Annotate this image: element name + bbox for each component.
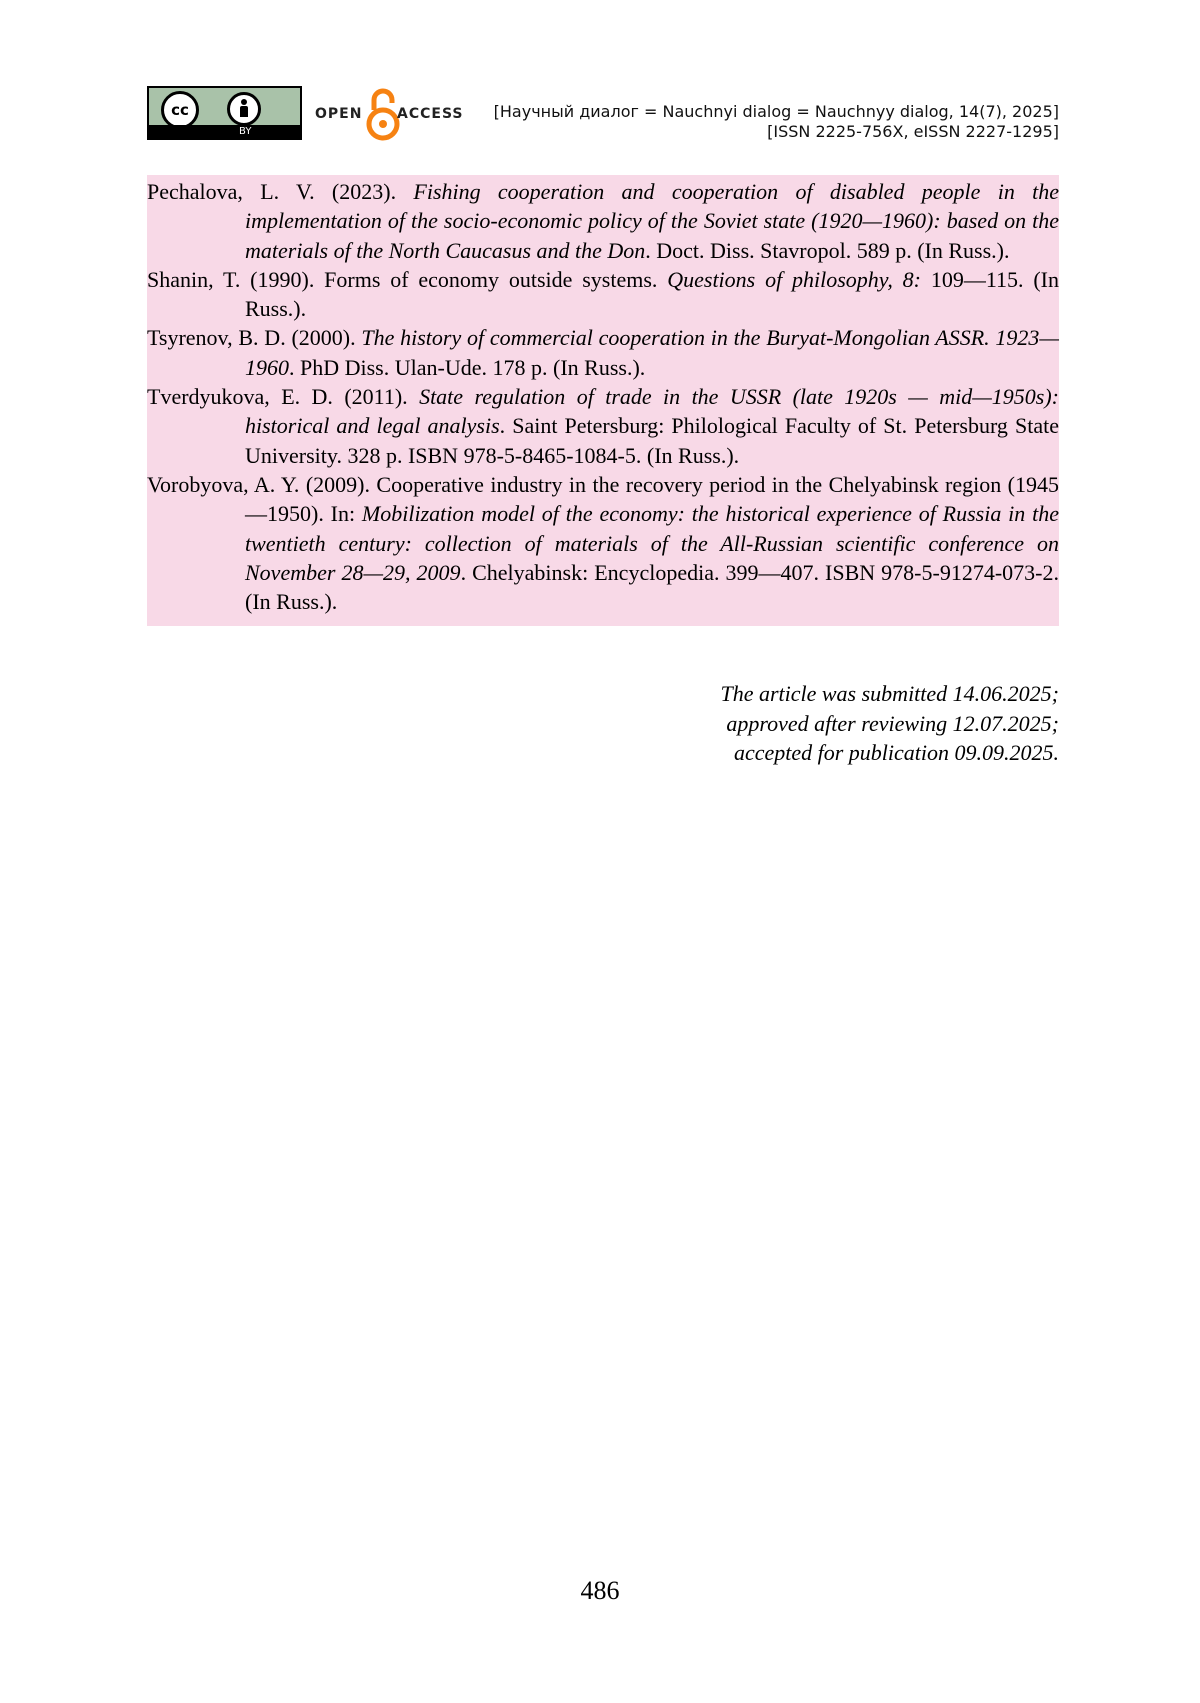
reference-author: Tsyrenov, B. D. (2000). bbox=[147, 325, 362, 351]
license-by-label: BY bbox=[239, 126, 252, 137]
reference-list bbox=[147, 175, 1059, 626]
reference-entry bbox=[147, 470, 1059, 616]
reference-author: Vorobyova, A. Y. (2009). Cooperative industry in the recovery period in the Chelyabinsk region (1945—1950). In: bbox=[147, 471, 1059, 527]
cc-by-license-badge bbox=[147, 86, 302, 140]
journal-issn-line: [ISSN 2225-756X, eISSN 2227-1295] bbox=[767, 122, 1059, 141]
reference-author: Tverdyukova, E. D. (2011). bbox=[147, 384, 420, 410]
reference-title: Fishing cooperation and cooperation of disabled people in the implementation of the socio-economic policy of the Soviet state (1920—1960): based on the materials of the North Caucasus and the Don bbox=[245, 179, 1059, 263]
article-dates bbox=[720, 679, 1059, 768]
reference-title: Mobilization model of the economy: the historical experience of Russia in the twentieth century: collection of materials of the All-Russian scientific conference on November 28—29, 2009 bbox=[245, 501, 1059, 585]
reference-details: 109—115. (In Russ.). bbox=[245, 266, 1059, 322]
cc-icon bbox=[161, 91, 199, 129]
reference-entry bbox=[147, 382, 1059, 470]
open-access-open-text: OPEN bbox=[315, 106, 363, 122]
reference-title: Questions of philosophy, 8: bbox=[667, 266, 921, 292]
journal-citation bbox=[494, 102, 1059, 142]
page-header bbox=[147, 86, 1059, 142]
page-number: 486 bbox=[580, 1576, 620, 1605]
submitted-date: The article was submitted 14.06.2025; bbox=[720, 681, 1059, 706]
open-access-access-text: ACCESS bbox=[397, 106, 464, 122]
reference-details: . Doct. Diss. Stavropol. 589 p. (In Russ.). bbox=[645, 237, 1010, 263]
reference-author: Shanin, T. (1990). Forms of economy outside systems. bbox=[147, 266, 668, 292]
reference-details: . Saint Petersburg: Philological Faculty of St. Petersburg State University. 328 p. ISBN 978-5-8465-1084-5. (In Russ.). bbox=[245, 413, 1059, 468]
reference-title: State regulation of trade in the USSR (late 1920s — mid—1950s): historical and legal analysis bbox=[245, 384, 1059, 439]
accepted-date: accepted for publication 09.09.2025. bbox=[733, 740, 1059, 765]
reference-title: The history of commercial cooperation in the Buryat-Mongolian ASSR. 1923—1960 bbox=[245, 325, 1059, 380]
reference-entry bbox=[147, 323, 1059, 382]
journal-title-line: [Научный диалог = Nauchnyi dialog = Nauchnyy dialog, 14(7), 2025] bbox=[493, 102, 1059, 121]
cc-label: cc bbox=[171, 101, 189, 119]
reference-entry bbox=[147, 177, 1059, 265]
reference-entry bbox=[147, 265, 1059, 324]
approved-date: approved after reviewing 12.07.2025; bbox=[726, 710, 1059, 736]
reference-details: . PhD Diss. Ulan-Ude. 178 p. (In Russ.). bbox=[289, 354, 646, 380]
attribution-person-icon bbox=[227, 92, 261, 126]
reference-details: . Chelyabinsk: Encyclopedia. 399—407. ISBN 978-5-91274-073-2. (In Russ.). bbox=[245, 559, 1059, 615]
reference-author: Pechalova, L. V. (2023). bbox=[147, 179, 414, 204]
